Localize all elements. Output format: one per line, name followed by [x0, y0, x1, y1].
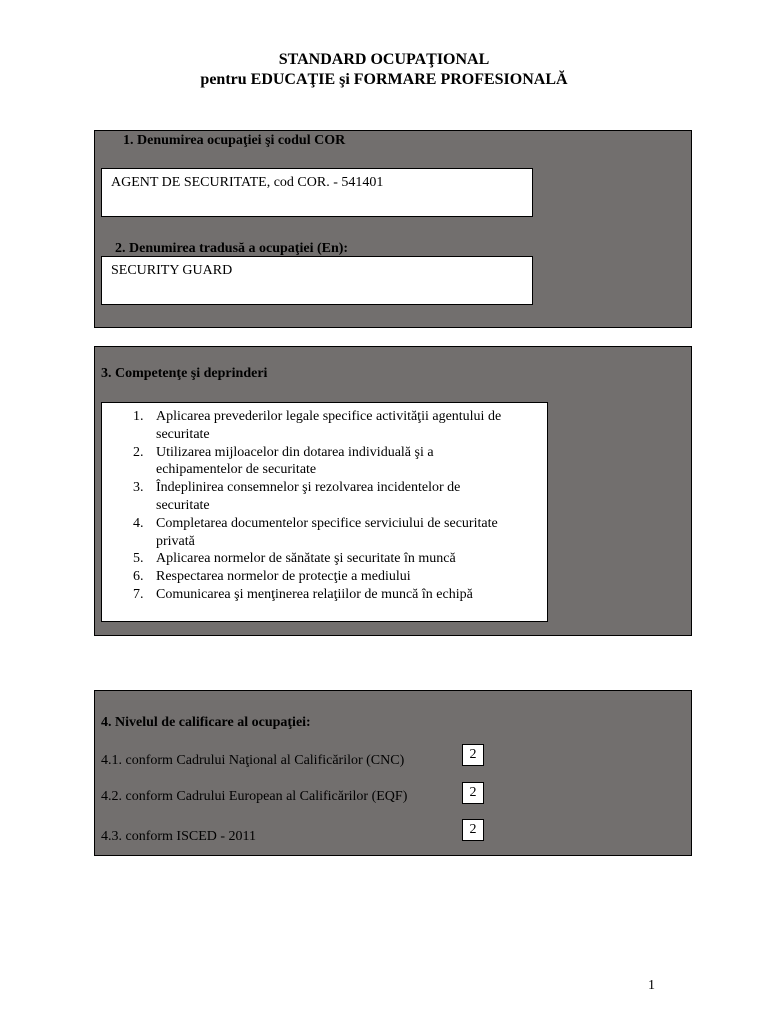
occupation-panel — [94, 130, 692, 328]
isced-level-value: 2 — [462, 819, 484, 841]
translated-name-heading: 2. Denumirea tradusă a ocupaţiei (En): — [115, 241, 349, 256]
occupation-name-heading: 1. Denumirea ocupaţiei şi codul COR — [123, 133, 346, 148]
eqf-level-value: 2 — [462, 782, 484, 804]
occupation-name-box — [101, 168, 533, 217]
cnc-level-value: 2 — [462, 744, 484, 766]
competence-item: 6. Respectarea normelor de protecţie a mediului — [133, 569, 411, 585]
document-title: STANDARD OCUPAŢIONAL — [278, 51, 490, 68]
competences-heading: 3. Competenţe şi deprinderi — [101, 366, 268, 381]
cnc-level-label: 4.1. conform Cadrului Naţional al Calificărilor (CNC) — [101, 753, 405, 768]
competence-item: 2. Utilizarea mijloacelor din dotarea individuală şi a echipamentelor de securitate — [133, 444, 434, 478]
competence-item: 7. Comunicarea şi menţinerea relaţiilor de muncă în echipă — [133, 586, 473, 602]
competence-item: 1. Aplicarea prevederilor legale specifice activităţii agentului de securitate — [133, 409, 502, 442]
competence-item: 3. Îndeplinirea consemnelor şi rezolvarea incidentelor de securitate — [133, 480, 461, 513]
competences-list — [102, 408, 547, 604]
eqf-level-label: 4.2. conform Cadrului European al Calificărilor (EQF) — [101, 789, 408, 804]
page-number: 1 — [648, 978, 655, 993]
isced-level-label: 4.3. conform ISCED - 2011 — [101, 829, 257, 844]
competence-item: 5. Aplicarea normelor de sănătate şi securitate în muncă — [133, 551, 456, 567]
qualification-heading: 4. Nivelul de calificare al ocupaţiei: — [101, 715, 311, 730]
document-subtitle: pentru EDUCAŢIE şi FORMARE PROFESIONALĂ — [200, 71, 568, 88]
competence-item: 4. Completarea documentelor specifice serviciului de securitate privată — [133, 515, 498, 549]
qualification-panel — [94, 690, 692, 856]
competences-panel — [94, 346, 692, 636]
occupation-name-value: AGENT DE SECURITATE, cod COR. - 541401 — [111, 175, 384, 190]
competences-box — [101, 402, 548, 622]
translated-name-box — [101, 256, 533, 305]
translated-name-value: SECURITY GUARD — [111, 263, 233, 278]
